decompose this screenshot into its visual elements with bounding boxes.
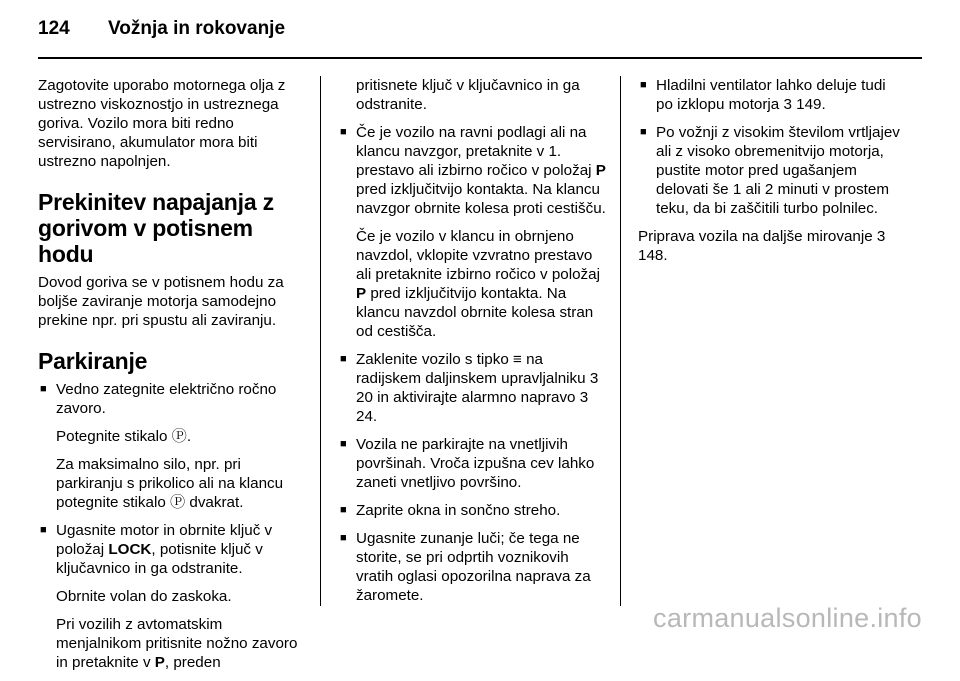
bullet-handbrake: ■ Vedno zategnite električno ročno zavoro. bbox=[38, 380, 306, 418]
text-span: . bbox=[663, 247, 668, 264]
intro-paragraph: Zagotovite uporabo motornega olja z ustrezno viskoznostjo in ustreznega goriva. Vozilo mora biti redno servisirano, akumulator mora biti ustrezno napolnjen. bbox=[38, 77, 286, 170]
text-span: dvakrat. bbox=[185, 494, 244, 511]
text-span: Če je vozilo v klancu in obrnjeno navzdol, vklopite vzvratno prestavo ali pretaknite izbirno ročico v položaj bbox=[356, 228, 600, 283]
bullet-close-windows: ■ Zaprite okna in sončno streho. bbox=[338, 501, 606, 520]
page-reference[interactable]: 3 24 bbox=[356, 389, 589, 425]
column-3 bbox=[638, 76, 906, 274]
lock-position: LOCK bbox=[108, 541, 152, 558]
text-span: in aktivirajte alarmno napravo bbox=[372, 389, 580, 406]
column-2 bbox=[338, 76, 606, 614]
text-span: Priprava vozila na daljše mirovanje bbox=[638, 228, 877, 245]
park-position: P bbox=[154, 654, 165, 671]
text-span: , preden bbox=[164, 654, 221, 671]
text-span: Za maksimalno silo, npr. pri parkiranju s prikolico ali na klancu potegnite stikalo bbox=[56, 456, 284, 511]
section-heading-parking: Parkiranje bbox=[38, 348, 148, 374]
text-span: pred izključitvijo kontakta. Na klancu navzdol obrnite kolesa stran od cestišča. bbox=[356, 285, 594, 340]
handbrake-instruction bbox=[38, 427, 306, 446]
column-1 bbox=[38, 76, 306, 681]
handbrake-max-force bbox=[38, 455, 306, 512]
column-divider bbox=[620, 76, 621, 606]
bullet-flammable-surface: ■ Vozila ne parkirajte na vnetljivih površinah. Vroča izpušna cev lahko zaneti vnetljivo površino. bbox=[338, 435, 606, 492]
continued-text: pritisnete ključ v ključavnico in ga odstranite. bbox=[356, 77, 580, 113]
text-span: pred izključitvijo kontakta. Na klancu navzgor obrnite kolesa proti cestišču. bbox=[356, 181, 606, 217]
page-reference[interactable]: 3 20 bbox=[356, 370, 599, 406]
text-span: . bbox=[821, 96, 826, 113]
header-rule bbox=[38, 57, 922, 59]
text-span: . bbox=[186, 428, 192, 445]
text-span: Če je vozilo na ravni podlagi ali na klancu navzgor, pretaknite v 1. prestavo ali izbirno ročico v položaj bbox=[356, 124, 596, 179]
park-position: P bbox=[356, 285, 367, 302]
column-divider bbox=[320, 76, 321, 606]
steering-lock-text: Obrnite volan do zaskoka. bbox=[56, 588, 232, 605]
page-reference[interactable]: 3 148 bbox=[638, 228, 886, 264]
park-position: P bbox=[595, 162, 606, 179]
automatic-transmission-text bbox=[38, 615, 306, 672]
text-span: Potegnite stikalo bbox=[56, 428, 172, 445]
parking-brake-icon: Ⓟ bbox=[169, 494, 186, 511]
bullet-uphill bbox=[338, 123, 606, 218]
text-span: , potisnite ključ v ključavnico in ga odstranite. bbox=[56, 541, 263, 577]
downhill-text bbox=[338, 227, 606, 341]
storage-preparation-text bbox=[638, 227, 906, 265]
lock-button-icon: ≡ bbox=[513, 351, 522, 368]
text-span: na radijskem daljinskem upravljalniku bbox=[356, 351, 590, 387]
page-title: Vožnja in rokovanje bbox=[108, 18, 286, 39]
fuel-cutoff-text: Dovod goriva se v potisnem hodu za boljše zaviranje motorja samodejno prekine npr. pri spustu ali zaviranju. bbox=[38, 274, 284, 329]
bullet-engine-off bbox=[38, 521, 306, 578]
bullet-turbo-cooldown: ■ Po vožnji z visokim številom vrtljajev ali z visoko obremenitvijo motorja, pustite motor pred ugašanjem delovati še 1 ali 2 minuti v prostem teku, da bi zaščitili turbo polnilec. bbox=[638, 123, 906, 218]
text-span: Zaklenite vozilo s tipko bbox=[356, 351, 514, 368]
page-number: 124 bbox=[38, 18, 70, 39]
text-span: Pri vozilih z avtomatskim menjalnikom pritisnite nožno zavoro in pretaknite v bbox=[56, 616, 298, 671]
parking-brake-icon: Ⓟ bbox=[171, 428, 187, 445]
watermark: carmanualsonline.info bbox=[653, 603, 922, 633]
bullet-lock-vehicle bbox=[338, 350, 606, 426]
section-heading-fuel-cutoff: Prekinitev napajanja z gorivom v potisnem hodu bbox=[38, 189, 274, 267]
text-span: . bbox=[372, 408, 378, 425]
bullet-cooling-fan bbox=[638, 76, 906, 114]
page-header bbox=[38, 18, 285, 50]
page-reference[interactable]: 3 149 bbox=[783, 96, 822, 113]
bullet-exterior-lights: ■ Ugasnite zunanje luči; če tega ne storite, se pri odprtih voznikovih vratih oglasi opozorilna naprava za žaromete. bbox=[338, 529, 606, 605]
text-span: Hladilni ventilator lahko deluje tudi po izklopu motorja bbox=[656, 77, 886, 113]
text-span: Ugasnite motor in obrnite ključ v položaj bbox=[56, 522, 273, 558]
